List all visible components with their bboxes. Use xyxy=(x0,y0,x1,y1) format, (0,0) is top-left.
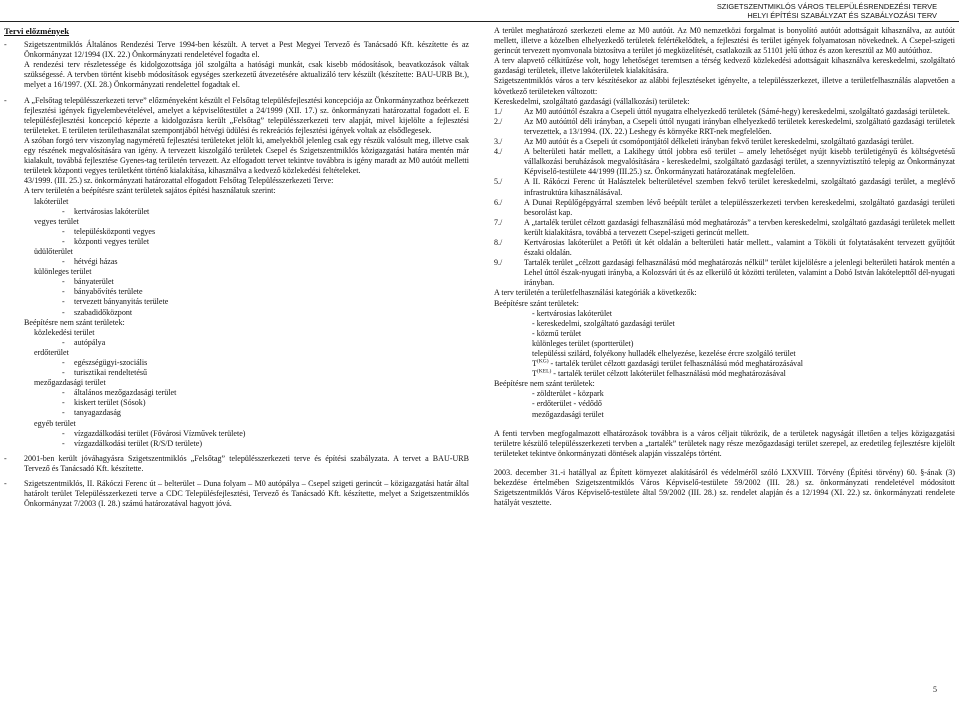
list-item: mezőgazdasági terület xyxy=(532,409,604,419)
list-item: - tervezett bányanyitás területe xyxy=(62,297,169,307)
list-item: üdülőterület xyxy=(34,246,73,256)
paragraph: A terv alapvető célkitűzése volt, hogy lehetőséget teremtsen a térség kedvező közlekedési adottságait kihasználva kereskedelmi, szolgáltató gazdasági területek, illetve lakóterületek kialakítására. xyxy=(494,56,955,76)
list-item: közlekedési terület xyxy=(34,327,95,337)
header-line-1: SZIGETSZENTMIKLÓS VÁROS TELEPÜLÉSRENDEZÉSI TERVE xyxy=(716,2,937,11)
list-item: - egészségügyi-szociális xyxy=(62,358,148,367)
paragraph: Beépítésre nem szánt területek: xyxy=(24,317,125,327)
paragraph: Szigetszentmiklós város a terv készítésekor az alábbi fejlesztéseket igényelte, a településszerkezet, illetve a területfelhasználás alapvetően a következő területeken változott: xyxy=(494,76,955,96)
list-item: - turisztikai rendeltetésű xyxy=(62,368,148,378)
list-item: - általános mezőgazdasági terület xyxy=(62,388,177,398)
list-item: - közmű terület xyxy=(532,328,582,338)
category-list xyxy=(532,309,955,380)
history-item: - Szigetszentmiklós, II. Rákóczi Ferenc út – belterület – Duna folyam – M0 autópálya – Csepel szigeti gerincút – közigazgatási határ által határolt terület Településszerkezeti terve a CDC Településfejlesztési, Tervező és Tanácsadó Kft. készítette, melyet a Szigetszentmiklós Önkormányzat 7/2003 (I. 28.) számú határozatával hagyott jóvá. xyxy=(4,479,469,509)
list-item: - kiskert terület (Sósok) xyxy=(62,398,146,408)
history-item: - Szigetszentmiklós Általános Rendezési Terve 1994-ben készült. A tervet a Pest Megyei Tervező és Tanácsadó Kft. készítette és az Önkormányzat 12/1994 (IX. 22.) Önkormányzati rendeletével fogadta el. A rendezési terv részletessége és kidolgozottsága jól szolgálta a hatósági munkát, csak kisebb módosítások, beavatkozások váltak szükségessé. A tervben történt kisebb módosítások egységes szerkezetű átvezetésére aktualizáló terv készült (készítette: BAU-URB Bt.), melyet a 16/1997. (XI. 28.) Önkormányzati rendelettel fogadtak el. xyxy=(4,40,469,90)
paragraph: Szigetszentmiklós, II. Rákóczi Ferenc út – belterület – Duna folyam – M0 autópálya – Csepel szigeti gerincút – közigazgatási határ által határolt terület Településszerkezeti terve a CDC Településfejlesztési, Tervező és Tanácsadó Kft. készítette, melyet a Szigetszentmiklós Önkormányzat 7/2003 (I. 28.) számú határozatával hagyott jóvá. xyxy=(24,479,469,509)
list-item: - vízgazdálkodási terület (Fővárosi Vízművek területe) xyxy=(62,428,246,438)
page-header xyxy=(0,0,959,22)
numbered-item: 1./ Az M0 autóúttól északra a Csepeli úttól nyugatra elhelyezkedő területek (Sámé-hegy) kereskedelmi, szolgáltató gazdasági területek. xyxy=(494,106,950,116)
list-item: - hétvégi házas xyxy=(62,257,118,267)
list-item: - bányaterület xyxy=(62,277,114,287)
category-list xyxy=(532,389,955,419)
list-item: - bányabővítés területe xyxy=(62,287,143,297)
list-item: településsi szilárd, folyékony hulladék elhelyezése, kezelése ércre szolgáló terület xyxy=(532,349,796,358)
section-title: Tervi előzmények xyxy=(4,26,70,36)
history-item: - A „Felsőtag településszerkezeti terve” előzményeként készült el Felsőtag településfejlesztési koncepciója az Önkormányzathoz beérkezett fejlesztési igények figyelembevételével, amelyet a képviselőtestület a 24/1999 (XII. 17.) sz. önkormányzati határozattal fogadott el. E településfejlesztési koncepció képezte a kidolgozásra került „Felsőtag” településszerkezeti terv alapját, mivel kijelölte a fejlesztési területeket. E területen területhasználat szempontjából hétvégi üdülési és rekreációs fejlesztési igények voltak az elsődlegesek. A szóban forgó terv viszonylag nagyméretű fejlesztési területeket jelölt ki, amelyekből jelenleg csak egy részük valósult meg, illetve csak egy részének megvalósítására van igény. A tervezett kiszolgáló területek Csepel és Szigetszentmiklós közigazgatási határa mentén már kialakult, továbbá fejlesztése Gyenes-tag területén tervezett. Az elfogadott tervet tekintve továbbra is igény maradt az M0 autóút melletti területek központi vegyes területként történő kialakítása, kihasználva a kedvező közlekedési feltételeket. 43/1999. (III. 25.) sz. önkormányzati határozattal elfogadott Felsőtag Településszerkezeti Terve: A terv területén a beépítésre szánt területek sajátos építési használatuk szerint: lakóterület - kertvárosias lakóterület vegyes terület - településközponti vegyes - központi vegyes terület üdülőterület - hétvégi házas különleges terület - bányaterület - bányabővítés területe - tervezett bányanyitás területe - szabadidőközpont Beépítésre nem szánt területek: közlekedési terület - autópálya erdőterület - egészségügyi-szociális - turisztikai rendeltetésű mezőgazdasági terület - általános mezőgazdasági terület - kiskert terület (Sósok) - tanyagazdaság egyéb terület - vízgazdálkodási terület (Fővárosi Vízművek területe) - vízgazdálkodási terület (R/S/D területe) xyxy=(4,95,469,448)
paragraph: 43/1999. (III. 25.) sz. önkormányzati határozattal elfogadott Felsőtag Településszerkezeti Terve: xyxy=(24,176,334,186)
list-item: - kertvárosias lakóterület xyxy=(532,308,612,318)
numbered-item: 7./ A „tartalék terület célzott gazdasági felhasználású mód meghatározás” a tervben kereskedelmi, szolgáltató gazdasági területek mellett került kialakításra, továbbá a tervezett Csepel-szigeti gerincút mellett. xyxy=(494,217,955,237)
numbered-item: 2./ Az M0 autóúttól déli irányban, a Csepeli úttól nyugati irányban elhelyezkedő területek kereskedelmi, szolgáltató gazdasági területek tervezettek, a 13/1994. (IX. 22.) Leshegy és környéke RRT-nek megfelelően. xyxy=(494,116,955,136)
paragraph: Beépítésre szánt területek: xyxy=(494,298,579,308)
paragraph: A rendezési terv részletessége és kidolgozottsága jól szolgálta a hatósági munkát, csak kisebb módosítások, beavatkozások váltak szükségessé. A tervben történt kisebb módosítások egységes szerkezetű átvezetésére aktualizáló terv készült (készítette: BAU-URB Bt.), melyet a 16/1997. (XI. 28.) Önkormányzati rendelettel fogadtak el. xyxy=(24,60,469,90)
paragraph: A fenti tervben megfogalmazott elhatározások továbbra is a város céljait tükrözik, de a területek nagyságát illetően a teljes közigazgatási területre készülő településszerkezeti tervben a „tartalék” területek nagy része mezőgazdasági terület szerepel, az eredetileg fejlesztésre kijelölt területeket tekintve önkormányzati döntések alapján visszaléps történt. xyxy=(494,428,955,458)
right-column xyxy=(494,26,955,508)
land-use-list xyxy=(34,197,469,318)
list-item: vegyes terület xyxy=(34,216,79,226)
list-item: lakóterület xyxy=(34,196,69,206)
list-item: $T^{(KG)}$ - tartalék terület célzott gazdasági terület felhasználású mód meghatározásával xyxy=(532,358,804,369)
list-item: egyéb terület xyxy=(34,418,76,428)
paragraph: 2003. december 31.-i hatállyal az Épített környezet alakításáról és védelméről szóló LXXVIII. Törvény (Építési törvény) 60. §-ának (3) bekezdése értelmében Szigetszentmiklós Város Képviselő-testülete 59/2002 (III. 28.) sz. önkormányzati rendeletével módosított Szigetszentmiklós Város Képviselő-testülete által 59/2002 (III. 28.) sz. rendelet alapján és a 12/1994 (XI. 22.) sz. önkormányzati rendelete hatályát vesztette. xyxy=(494,467,955,508)
list-item: - központi vegyes terület xyxy=(62,236,150,246)
page-number: 5 xyxy=(933,685,937,694)
numbered-item: 3./ Az M0 autóút és a Csepeli út csomópontjától délkeleti irányban fekvő terület kereskedelmi, szolgáltató gazdasági terület. xyxy=(494,137,914,147)
list-item: - kertvárosias lakóterület xyxy=(62,206,150,216)
paragraph: A terv területén a beépítésre szánt területek sajátos építési használatuk szerint: xyxy=(24,186,276,196)
history-item: - 2001-ben került jóváhagyásra Szigetszentmiklós „Felsőtag” településszerkezeti terve és építési szabályzata. A tervet a BAU-URB Tervező és Tanácsadó Kft. készítette. xyxy=(4,453,469,473)
numbered-item: 4./ A belterületi határ mellett, a Lakihegy úttól jobbra eső terület – amely lehetőséget nyújt kisebb területigényű és költségvetésű vállalkozási beruházások megvalósítására - kereskedelmi, szolgáltató gazdasági terület, a szennyvíztisztító telepig az Önkormányzat Képviselő-testülete 44/1999 (III.25.) sz. Önkormányzati határozatának megfelelően. xyxy=(494,147,955,177)
list-item: - erdőterület - védődő xyxy=(532,399,602,409)
paragraph: A „Felsőtag településszerkezeti terve” előzményeként készült el Felsőtag településfejlesztési koncepciója az Önkormányzathoz beérkezett fejlesztési igények figyelembevételével, amelyet a képviselőtestület a 24/1999 (XII. 17.) sz. önkormányzati határozattal fogadott el. E településfejlesztési koncepció képezte a kidolgozásra került „Felsőtag” településszerkezeti terv alapját, mivel kijelölte a fejlesztési területeket. E területen területhasználat szempontjából hétvégi üdülési és rekreációs fejlesztési igények voltak az elsődlegesek. xyxy=(24,95,469,135)
list-item: - vízgazdálkodási terület (R/S/D területe) xyxy=(62,438,203,448)
list-item: $T^{(KEL)}$ - tartalék terület célzott lakóterület felhasználású mód meghatározásával xyxy=(532,368,786,379)
paragraph: A szóban forgó terv viszonylag nagyméretű fejlesztési területeket jelölt ki, amelyekből jelenleg csak egy részük valósult meg, illetve csak egy részének megvalósítására van igény. A tervezett kiszolgáló területek Csepel és Szigetszentmiklós közigazgatási határa mentén már kialakult, továbbá fejlesztése Gyenes-tag területén tervezett. Az elfogadott tervet tekintve továbbra is igény maradt az M0 autóút melletti területek központi vegyes területként történő kialakítása, kihasználva a kedvező közlekedési feltételeket. xyxy=(24,135,469,176)
paragraph: Szigetszentmiklós Általános Rendezési Terve 1994-ben készült. A tervet a Pest Megyei Tervező és Tanácsadó Kft. készítette és az Önkormányzat 12/1994 (IX. 22.) Önkormányzati rendeletével fogadta el. xyxy=(24,40,469,60)
list-item: - kereskedelmi, szolgáltató gazdasági terület xyxy=(532,318,675,328)
paragraph: A terület meghatározó szerkezeti eleme az M0 autóút. Az M0 nemzetközi forgalmat is bonyolító autóút adottságait kihasználva, az autóút mellett, illetve a közelben elhelyezkedő területek felértékelődtek, a fejlesztési és terület igények folyamatosan növekednek. A Csepel-szigeti gerincút tervezett nyomvonala biztosítva a terület jó megközelítését, csatlakozik az 51101 jelű úthoz és azon keresztül az M0 autóúthoz. xyxy=(494,26,955,56)
list-item: mezőgazdasági terület xyxy=(34,378,106,388)
numbered-item: 8./ Kertvárosias lakóterület a Petőfi út két oldalán a belterületi határ mellett., valamint a Tököli út folytatásaként tervezett gyűjtőút északi oldalán. xyxy=(494,237,955,258)
list-item: - autópálya xyxy=(62,337,106,347)
numbered-item: 5./ A II. Rákóczi Ferenc út Halásztelek belterületével szemben fekvő terület kereskedelmi, szolgáltató gazdasági terület, a meglévő infrastruktúra kihasználásával. xyxy=(494,177,955,197)
paragraph: 2001-ben került jóváhagyásra Szigetszentmiklós „Felsőtag” településszerkezeti terve és építési szabályzata. A tervet a BAU-URB Tervező és Tanácsadó Kft. készítette. xyxy=(24,453,469,473)
numbered-item: 6./ A Dunai Repülőgépgyárral szemben lévő beépült terület a településszerkezeti tervben kereskedelmi, szolgáltató gazdasági területi besorolást kap. xyxy=(494,197,955,217)
list-item: - zöldterület - közpark xyxy=(532,389,604,399)
numbered-item: 9./ Tartalék terület „célzott gazdasági felhasználású mód meghatározás nélkül” terület kijelölésre a jelenlegi belterületi határok mentén a Lehel úttól észak-nyugati irányba, a Kolozsvári út és az elkerülő út közötti területen, valamint a Dobó István lakótelepttől dél-nyugati irányban. xyxy=(494,258,955,288)
paragraph: Kereskedelmi, szolgáltató gazdasági (vállalkozási) területek: xyxy=(494,96,690,106)
paragraph: Beépítésre nem szánt területek: xyxy=(494,379,595,389)
list-item: - szabadidőközpont xyxy=(62,307,133,317)
list-item: különleges terület xyxy=(34,267,92,277)
list-item: erdőterület xyxy=(34,347,69,357)
list-item: - tanyagazdaság xyxy=(62,408,121,418)
list-item: - településközponti vegyes xyxy=(62,226,156,236)
paragraph: A terv területén a területfelhasználási kategóriák a következők: xyxy=(494,288,697,298)
header-line-2: HELYI ÉPÍTÉSI SZABÁLYZAT ÉS SZABÁLYOZÁSI TERV xyxy=(747,11,937,20)
land-use-list xyxy=(34,328,469,449)
list-item: különleges terület (sportterület) xyxy=(532,338,634,348)
left-column xyxy=(4,26,469,514)
